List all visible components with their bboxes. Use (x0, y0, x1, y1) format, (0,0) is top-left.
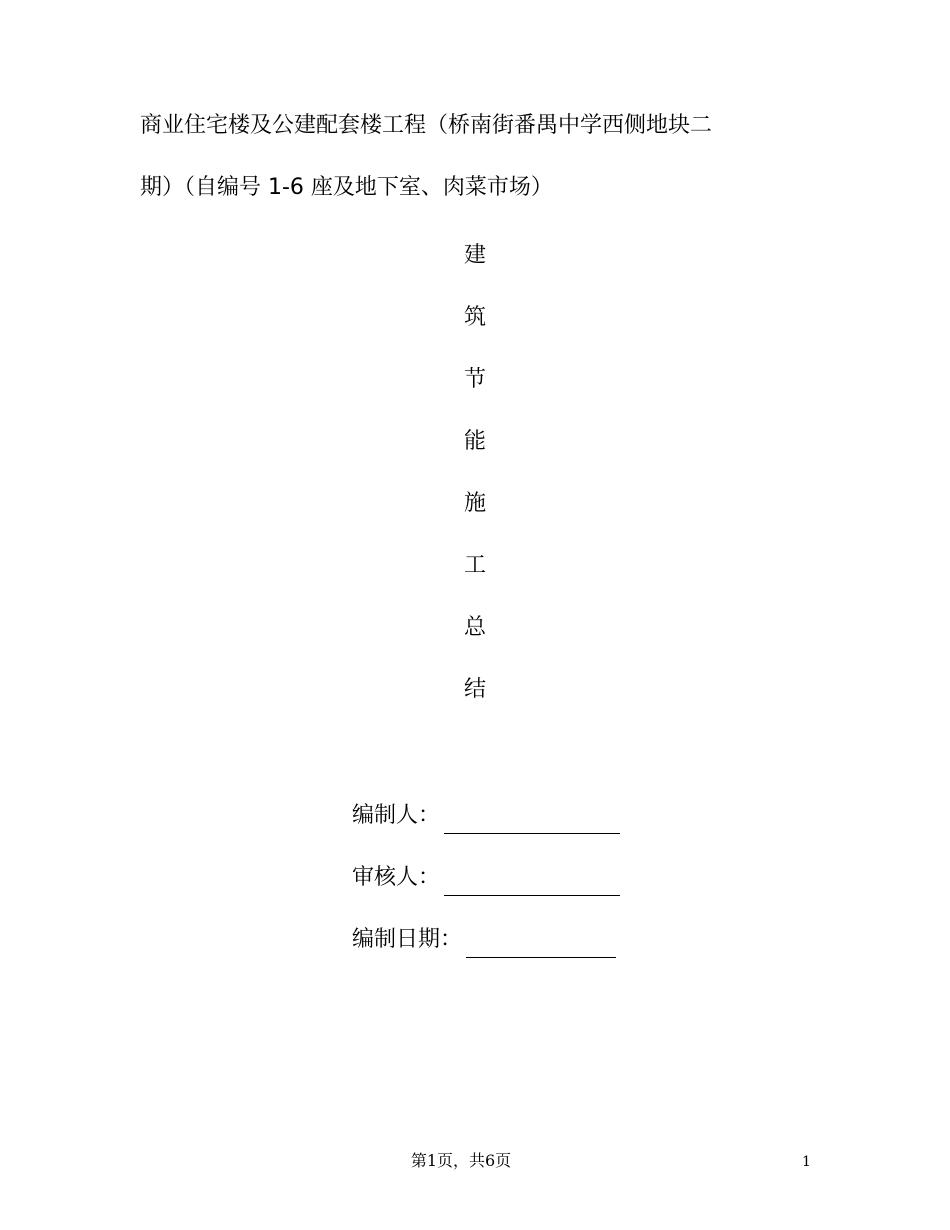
compiler-signature-line (444, 833, 620, 834)
date-signature-line (466, 957, 616, 958)
document-title-vertical (455, 236, 495, 732)
compiler-row (352, 796, 652, 858)
project-title (140, 110, 820, 204)
document-title-char: 总 (463, 615, 486, 640)
reviewer-row (352, 858, 652, 920)
document-title-char: 施 (463, 491, 486, 516)
date-label: 编制日期： (352, 927, 463, 952)
project-title-line-1: 商业住宅楼及公建配套楼工程（桥南街番禺中学西侧地块二 (140, 113, 713, 138)
document-title-char: 建 (463, 243, 486, 268)
document-title-char: 节 (463, 367, 486, 392)
date-row (352, 920, 652, 982)
reviewer-signature-line (444, 895, 620, 896)
footer-page-count: 第1页，共6页 (410, 1151, 512, 1170)
reviewer-label: 审核人： (352, 865, 441, 890)
signature-block (352, 796, 652, 982)
document-title-char: 筑 (463, 305, 486, 330)
project-title-line-2: 期）（自编号 1-6 座及地下室、肉菜市场） (140, 175, 553, 200)
document-title-char: 能 (463, 429, 486, 454)
document-title-char: 工 (463, 553, 486, 578)
document-title-char: 结 (463, 677, 486, 702)
footer-page-number: 1 (802, 1154, 811, 1170)
compiler-label: 编制人： (352, 803, 441, 828)
